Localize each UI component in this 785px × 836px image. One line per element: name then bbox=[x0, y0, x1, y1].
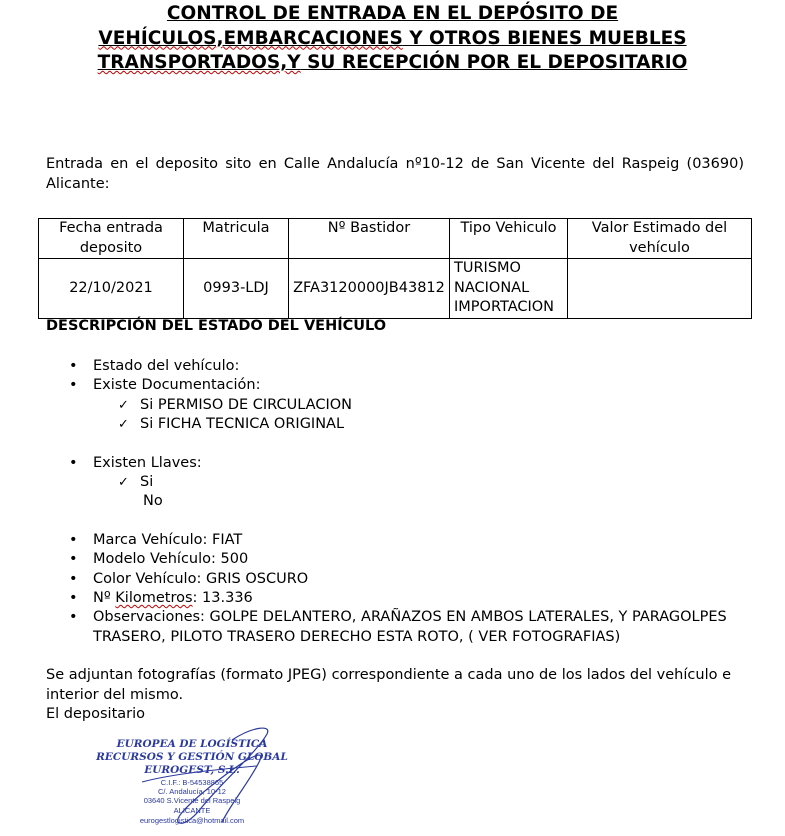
bullet-icon: • bbox=[69, 590, 78, 606]
list-item-color bbox=[69, 570, 309, 590]
header-tipo: Tipo Vehiculo bbox=[450, 219, 568, 259]
title-line-3 bbox=[0, 51, 785, 76]
table-header-row bbox=[39, 219, 752, 259]
marca-text: Marca Vehículo: FIAT bbox=[93, 532, 243, 548]
permiso-text: Si PERMISO DE CIRCULACION bbox=[140, 397, 352, 413]
stamp-line-6: 03640 S.Vicente del Raspeig bbox=[143, 796, 241, 805]
firma-label: El depositario bbox=[46, 706, 146, 722]
llaves-no-text: No bbox=[143, 493, 163, 509]
llaves-label: Existen Llaves: bbox=[93, 455, 202, 471]
list-item-llaves bbox=[69, 454, 202, 474]
header-matricula: Matricula bbox=[184, 219, 289, 259]
title-line-2-word: VEHÍCULOS,EMBARCACIONES bbox=[98, 27, 403, 49]
list-item-observaciones bbox=[69, 608, 733, 647]
check-item-ficha bbox=[118, 415, 345, 435]
fotos-text: Se adjuntan fotografías (formato JPEG) correspondiente a cada uno de los lados del vehículo e interior del mismo. bbox=[46, 667, 731, 703]
checkmark-icon: ✓ bbox=[118, 398, 129, 413]
title-line-3-rest: SU RECEPCIÓN POR EL DEPOSITARIO bbox=[300, 52, 688, 73]
check-item-llaves-si bbox=[118, 473, 154, 493]
intro-text: Entrada en el deposito sito en Calle Andalucía nº10-12 de San Vicente del Raspeig (03690) Alicante: bbox=[46, 156, 744, 192]
bullet-icon: • bbox=[69, 377, 78, 393]
checkmark-icon: ✓ bbox=[118, 417, 129, 432]
list-item-marca bbox=[69, 531, 243, 551]
item-llaves-no bbox=[143, 492, 163, 512]
ficha-text: Si FICHA TECNICA ORIGINAL bbox=[140, 416, 345, 432]
stamp-line-4: C.I.F.: B-54538865 bbox=[160, 778, 224, 787]
bullet-icon: • bbox=[69, 571, 78, 587]
list-item-documentacion bbox=[69, 376, 261, 396]
estado-label: Estado del vehículo: bbox=[93, 358, 240, 374]
stamp-line-5: C/. Andalucía, 10-12 bbox=[158, 787, 226, 796]
bullet-icon: • bbox=[69, 358, 78, 374]
stamp-line-3: EUROGEST, S.L. bbox=[144, 764, 240, 776]
checkmark-icon: ✓ bbox=[118, 475, 129, 490]
cell-bastidor: ZFA3120000JB43812 bbox=[289, 259, 450, 319]
vehicle-register-table bbox=[38, 218, 752, 319]
header-fecha: Fecha entrada deposito bbox=[39, 219, 184, 259]
bullet-icon: • bbox=[69, 455, 78, 471]
header-valor: Valor Estimado del vehículo bbox=[568, 219, 752, 259]
km-word: Kilometros bbox=[115, 590, 193, 606]
list-item-modelo bbox=[69, 550, 249, 570]
stamp-line-7: ALICANTE bbox=[173, 806, 211, 815]
modelo-text: Modelo Vehículo: 500 bbox=[93, 551, 249, 567]
title-line-2 bbox=[0, 27, 785, 52]
km-value: : 13.336 bbox=[192, 590, 253, 606]
llaves-si-text: Si bbox=[140, 474, 154, 490]
stamp-line-1: EUROPEA DE LOGÍSTICA bbox=[116, 738, 268, 750]
header-bastidor: Nº Bastidor bbox=[289, 219, 450, 259]
bullet-icon: • bbox=[69, 532, 78, 548]
check-item-permiso bbox=[118, 396, 352, 416]
section-title: DESCRIPCIÓN DEL ESTADO DEL VEHÍCULO bbox=[46, 318, 387, 334]
company-stamp bbox=[82, 722, 302, 832]
cell-fecha: 22/10/2021 bbox=[39, 259, 184, 319]
observaciones-text: Observaciones: GOLPE DELANTERO, ARAÑAZOS EN AMBOS LATERALES, Y PARAGOLPES TRASERO, PILOTO TRASERO DERECHO ESTA ROTO, ( VER FOTOGRAFIAS) bbox=[93, 609, 727, 645]
color-text: Color Vehículo: GRIS OSCURO bbox=[93, 571, 309, 587]
title-line-2-rest: Y OTROS BIENES MUEBLES bbox=[402, 27, 687, 49]
document-title bbox=[0, 2, 785, 76]
list-item-estado bbox=[69, 357, 240, 377]
km-prefix: Nº bbox=[93, 590, 116, 606]
stamp-line-2: RECURSOS Y GESTIÓN GLOBAL bbox=[96, 751, 288, 763]
title-line-3-word: TRANSPORTADOS,Y bbox=[97, 52, 301, 73]
documentacion-label: Existe Documentación: bbox=[93, 377, 261, 393]
cell-valor bbox=[568, 259, 752, 319]
title-line-1: CONTROL DE ENTRADA EN EL DEPÓSITO DE bbox=[166, 3, 619, 24]
bullet-icon: • bbox=[69, 609, 78, 625]
stamp-line-8: eurogestlogistica@hotmail.com bbox=[139, 816, 245, 825]
cell-tipo: TURISMO NACIONAL IMPORTACION bbox=[450, 259, 568, 319]
cell-matricula: 0993-LDJ bbox=[184, 259, 289, 319]
list-item-km bbox=[69, 589, 253, 609]
bullet-icon: • bbox=[69, 551, 78, 567]
table-row bbox=[39, 259, 752, 319]
